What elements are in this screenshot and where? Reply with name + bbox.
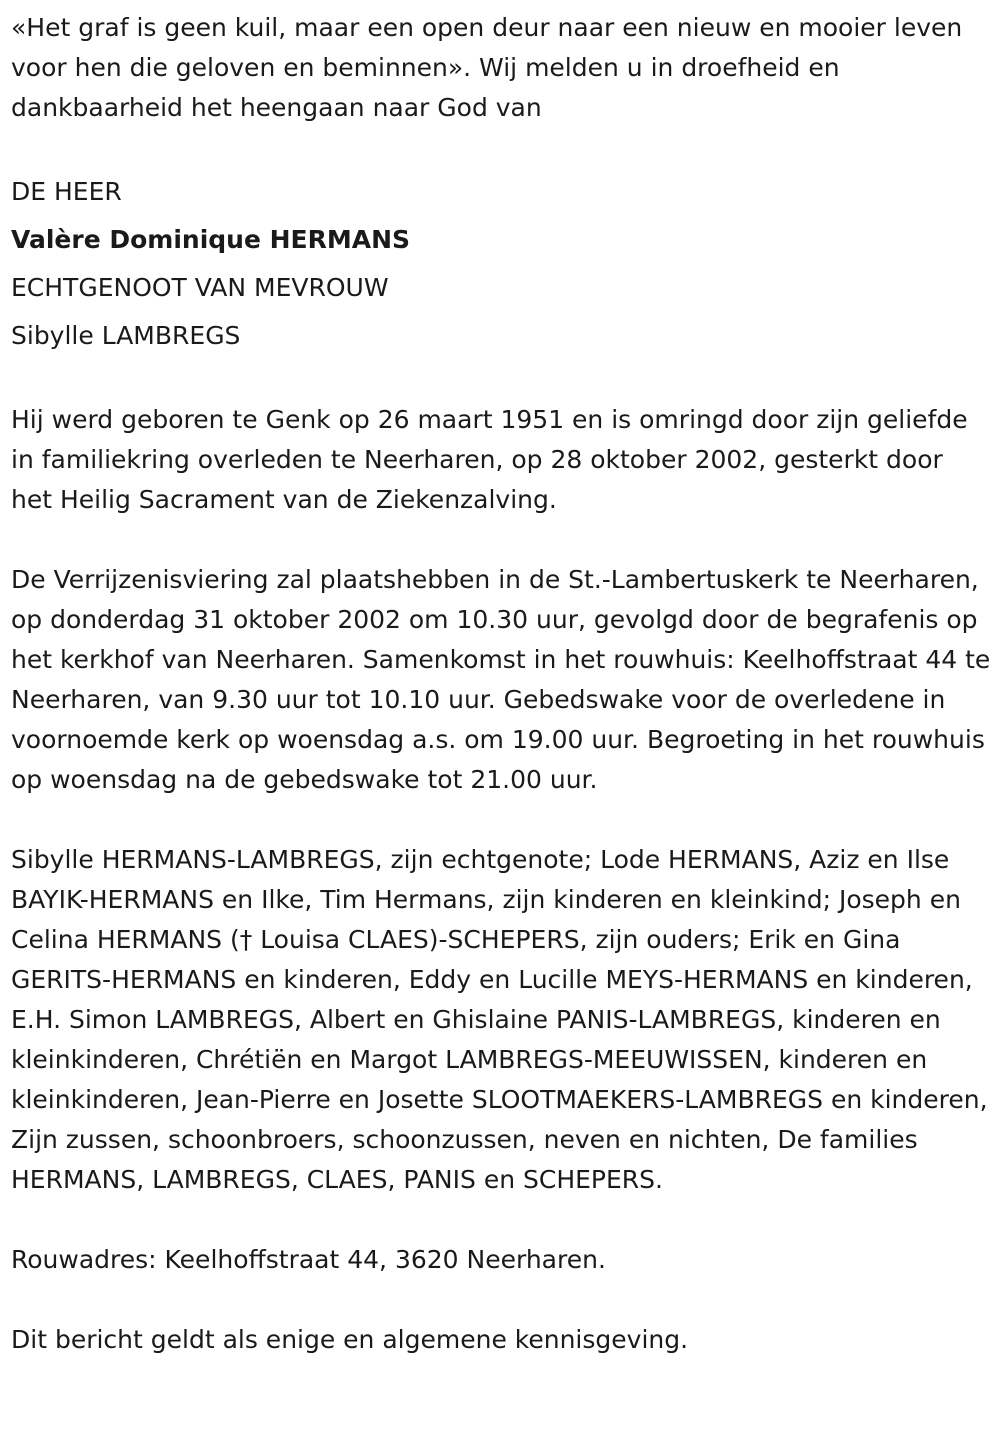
- spacer: [11, 800, 991, 840]
- spouse-name: Sibylle LAMBREGS: [11, 321, 241, 350]
- ceremony-paragraph: De Verrijzenisviering zal plaatshebben in de St.-Lambertuskerk te Neerharen, op donderdag 31 oktober 2002 om 10.30 uur, gevolgd door de begrafenis op het kerkhof van Neerharen. Samenkomst in het rouwhuis: Keelhoffstraat 44 te Neerharen, van 9.30 uur tot 10.10 uur. Gebedswake voor de overledene in voornoemde kerk op woensdag a.s. om 19.00 uur. Begroeting in het rouwhuis op woensdag na de gebedswake tot 21.00 uur.: [11, 565, 991, 794]
- intro-quote: «Het graf is geen kuil, maar een open deur naar een nieuw en mooier leven voor hen die geloven en beminnen». Wij melden u in droefheid en dankbaarheid het heengaan naar God van: [11, 13, 963, 122]
- mourning-address: Rouwadres: Keelhoffstraat 44, 3620 Neerharen.: [11, 1245, 606, 1274]
- deceased-header: [11, 168, 991, 360]
- spacer: [11, 520, 991, 560]
- birth-death-paragraph: Hij werd geboren te Genk op 26 maart 1951 en is omringd door zijn geliefde in familiekring overleden te Neerharen, op 28 oktober 2002, gesterkt door het Heilig Sacrament van de Ziekenzalving.: [11, 405, 968, 514]
- spacer: [11, 360, 991, 400]
- relation-line: ECHTGENOOT VAN MEVROUW: [11, 273, 389, 302]
- spacer: [11, 128, 991, 168]
- honorific: DE HEER: [11, 177, 122, 206]
- family-paragraph: Sibylle HERMANS-LAMBREGS, zijn echtgenote; Lode HERMANS, Aziz en Ilse BAYIK-HERMANS en Ilke, Tim Hermans, zijn kinderen en kleinkind; Joseph en Celina HERMANS († Louisa CLAES)-SCHEPERS, zijn ouders; Erik en Gina GERITS-HERMANS en kinderen, Eddy en Lucille MEYS-HERMANS en kinderen, E.H. Simon LAMBREGS, Albert en Ghislaine PANIS-LAMBREGS, kinderen en kleinkinderen, Chrétiën en Margot LAMBREGS-MEEUWISSEN, kinderen en kleinkinderen, Jean-Pierre en Josette SLOOTMAEKERS-LAMBREGS en kinderen, Zijn zussen, schoonbroers, schoonzussen, neven en nichten, De families HERMANS, LAMBREGS, CLAES, PANIS en SCHEPERS.: [11, 845, 988, 1194]
- deceased-name: Valère Dominique HERMANS: [11, 225, 411, 254]
- spacer: [11, 1280, 991, 1320]
- spacer: [11, 1200, 991, 1240]
- closing-statement: Dit bericht geldt als enige en algemene kennisgeving.: [11, 1325, 689, 1354]
